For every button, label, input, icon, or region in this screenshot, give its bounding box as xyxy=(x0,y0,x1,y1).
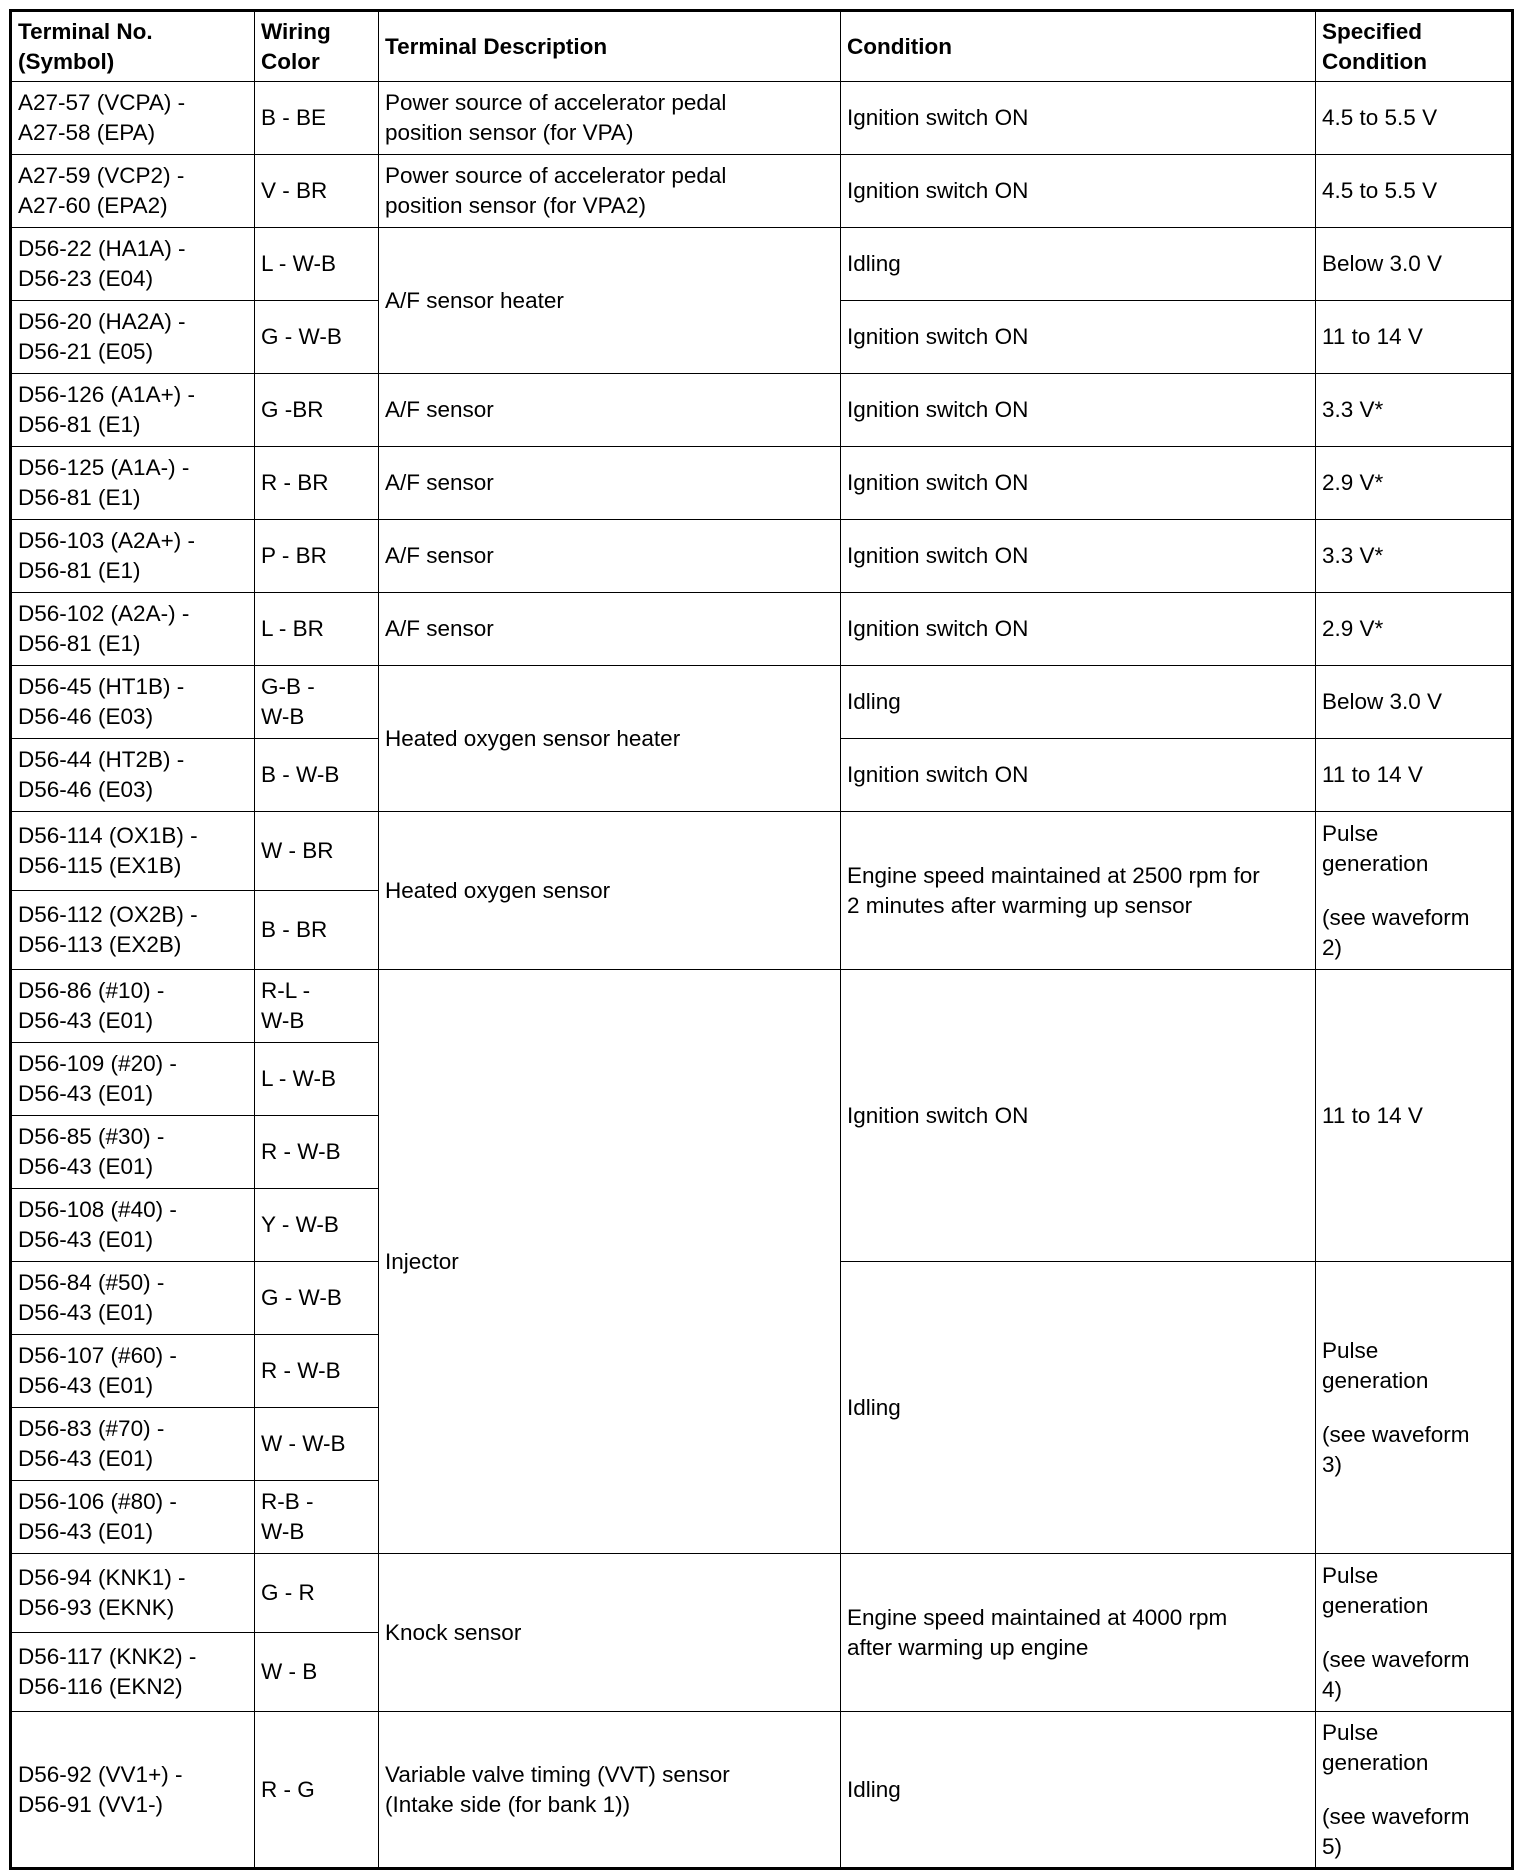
cell-specified: 4.5 to 5.5 V xyxy=(1316,155,1513,228)
cell-condition: Ignition switch ON xyxy=(841,739,1316,812)
cell-condition: Idling xyxy=(841,228,1316,301)
cell-terminal: A27-57 (VCPA) - A27-58 (EPA) xyxy=(11,82,255,155)
pulse-generation-text: Pulse generation xyxy=(1322,1562,1429,1618)
cell-condition: Ignition switch ON xyxy=(841,155,1316,228)
cell-wiring: R-B - W-B xyxy=(255,1481,379,1554)
cell-terminal: D56-106 (#80) - D56-43 (E01) xyxy=(11,1481,255,1554)
cell-wiring: L - BR xyxy=(255,593,379,666)
cell-terminal: D56-86 (#10) - D56-43 (E01) xyxy=(11,970,255,1043)
cell-terminal: D56-92 (VV1+) - D56-91 (VV1-) xyxy=(11,1712,255,1869)
cell-wiring: G - W-B xyxy=(255,1262,379,1335)
cell-wiring: R - G xyxy=(255,1712,379,1869)
cell-specified: 3.3 V* xyxy=(1316,520,1513,593)
cell-wiring: B - BR xyxy=(255,891,379,970)
cell-terminal: A27-59 (VCP2) - A27-60 (EPA2) xyxy=(11,155,255,228)
cell-specified xyxy=(1316,1262,1513,1554)
table-row xyxy=(11,82,1513,155)
cell-description: Heated oxygen sensor xyxy=(379,812,841,970)
cell-wiring: R-L - W-B xyxy=(255,970,379,1043)
cell-wiring: G -BR xyxy=(255,374,379,447)
cell-terminal: D56-102 (A2A-) - D56-81 (E1) xyxy=(11,593,255,666)
cell-description: A/F sensor xyxy=(379,593,841,666)
cell-condition: Ignition switch ON xyxy=(841,374,1316,447)
waveform-reference: (see waveform 2) xyxy=(1322,904,1470,960)
waveform-reference: (see waveform 4) xyxy=(1322,1646,1470,1702)
header-specified-condition: Specified Condition xyxy=(1316,11,1513,82)
spacer xyxy=(1322,1621,1505,1645)
cell-specified xyxy=(1316,1712,1513,1869)
cell-specified: 11 to 14 V xyxy=(1316,970,1513,1262)
cell-wiring: B - W-B xyxy=(255,739,379,812)
cell-condition: Ignition switch ON xyxy=(841,82,1316,155)
cell-terminal: D56-44 (HT2B) - D56-46 (E03) xyxy=(11,739,255,812)
cell-terminal: D56-109 (#20) - D56-43 (E01) xyxy=(11,1043,255,1116)
cell-terminal: D56-94 (KNK1) - D56-93 (EKNK) xyxy=(11,1554,255,1633)
cell-specified xyxy=(1316,812,1513,970)
header-terminal: Terminal No. (Symbol) xyxy=(11,11,255,82)
spacer xyxy=(1322,879,1505,903)
table-row xyxy=(11,228,1513,301)
cell-terminal: D56-20 (HA2A) - D56-21 (E05) xyxy=(11,301,255,374)
cell-terminal: D56-112 (OX2B) - D56-113 (EX2B) xyxy=(11,891,255,970)
cell-wiring: R - BR xyxy=(255,447,379,520)
cell-description: Knock sensor xyxy=(379,1554,841,1712)
table-row xyxy=(11,1554,1513,1633)
cell-wiring: G - R xyxy=(255,1554,379,1633)
cell-wiring: W - B xyxy=(255,1633,379,1712)
cell-specified xyxy=(1316,1554,1513,1712)
cell-wiring: G-B - W-B xyxy=(255,666,379,739)
cell-description: Power source of accelerator pedal position sensor (for VPA2) xyxy=(379,155,841,228)
pulse-generation-text: Pulse generation xyxy=(1322,1719,1429,1775)
terminal-table-page xyxy=(9,9,1511,1859)
cell-description: Variable valve timing (VVT) sensor (Intake side (for bank 1)) xyxy=(379,1712,841,1869)
cell-terminal: D56-125 (A1A-) - D56-81 (E1) xyxy=(11,447,255,520)
cell-condition: Idling xyxy=(841,1262,1316,1554)
cell-description: Power source of accelerator pedal position sensor (for VPA) xyxy=(379,82,841,155)
spacer xyxy=(1322,1396,1505,1420)
waveform-reference: (see waveform 5) xyxy=(1322,1803,1470,1859)
cell-specified: 2.9 V* xyxy=(1316,593,1513,666)
table-row xyxy=(11,155,1513,228)
table-row xyxy=(11,520,1513,593)
header-terminal-description: Terminal Description xyxy=(379,11,841,82)
cell-specified: 11 to 14 V xyxy=(1316,301,1513,374)
cell-terminal: D56-117 (KNK2) - D56-116 (EKN2) xyxy=(11,1633,255,1712)
cell-description: A/F sensor heater xyxy=(379,228,841,374)
cell-terminal: D56-85 (#30) - D56-43 (E01) xyxy=(11,1116,255,1189)
cell-description: A/F sensor xyxy=(379,447,841,520)
cell-condition: Ignition switch ON xyxy=(841,970,1316,1262)
cell-wiring: W - W-B xyxy=(255,1408,379,1481)
cell-wiring: W - BR xyxy=(255,812,379,891)
cell-wiring: G - W-B xyxy=(255,301,379,374)
cell-specified: Below 3.0 V xyxy=(1316,666,1513,739)
cell-description: Heated oxygen sensor heater xyxy=(379,666,841,812)
cell-specified: 2.9 V* xyxy=(1316,447,1513,520)
cell-specified: 11 to 14 V xyxy=(1316,739,1513,812)
cell-wiring: L - W-B xyxy=(255,228,379,301)
table-row xyxy=(11,666,1513,739)
cell-condition: Engine speed maintained at 2500 rpm for 2 minutes after warming up sensor xyxy=(841,812,1316,970)
header-wiring-color: Wiring Color xyxy=(255,11,379,82)
cell-description: A/F sensor xyxy=(379,374,841,447)
spacer xyxy=(1322,1778,1505,1802)
cell-wiring: V - BR xyxy=(255,155,379,228)
cell-specified: 3.3 V* xyxy=(1316,374,1513,447)
pulse-generation-text: Pulse generation xyxy=(1322,1337,1429,1393)
cell-description: Injector xyxy=(379,970,841,1554)
cell-wiring: Y - W-B xyxy=(255,1189,379,1262)
table-row xyxy=(11,447,1513,520)
cell-condition: Idling xyxy=(841,666,1316,739)
cell-specified: 4.5 to 5.5 V xyxy=(1316,82,1513,155)
cell-terminal: D56-84 (#50) - D56-43 (E01) xyxy=(11,1262,255,1335)
cell-wiring: P - BR xyxy=(255,520,379,593)
cell-wiring: L - W-B xyxy=(255,1043,379,1116)
cell-terminal: D56-107 (#60) - D56-43 (E01) xyxy=(11,1335,255,1408)
table-row xyxy=(11,812,1513,891)
cell-terminal: D56-103 (A2A+) - D56-81 (E1) xyxy=(11,520,255,593)
table-row xyxy=(11,970,1513,1043)
cell-condition: Ignition switch ON xyxy=(841,520,1316,593)
cell-condition: Idling xyxy=(841,1712,1316,1869)
pulse-generation-text: Pulse generation xyxy=(1322,820,1429,876)
waveform-reference: (see waveform 3) xyxy=(1322,1421,1470,1477)
cell-terminal: D56-45 (HT1B) - D56-46 (E03) xyxy=(11,666,255,739)
header-condition: Condition xyxy=(841,11,1316,82)
cell-terminal: D56-83 (#70) - D56-43 (E01) xyxy=(11,1408,255,1481)
table-row xyxy=(11,593,1513,666)
cell-description: A/F sensor xyxy=(379,520,841,593)
cell-terminal: D56-22 (HA1A) - D56-23 (E04) xyxy=(11,228,255,301)
terminal-table xyxy=(9,9,1514,1870)
cell-condition: Ignition switch ON xyxy=(841,301,1316,374)
cell-wiring: R - W-B xyxy=(255,1335,379,1408)
cell-condition: Engine speed maintained at 4000 rpm after warming up engine xyxy=(841,1554,1316,1712)
cell-terminal: D56-108 (#40) - D56-43 (E01) xyxy=(11,1189,255,1262)
cell-wiring: B - BE xyxy=(255,82,379,155)
cell-condition: Ignition switch ON xyxy=(841,447,1316,520)
cell-terminal: D56-114 (OX1B) - D56-115 (EX1B) xyxy=(11,812,255,891)
table-row xyxy=(11,1712,1513,1869)
cell-wiring: R - W-B xyxy=(255,1116,379,1189)
cell-specified: Below 3.0 V xyxy=(1316,228,1513,301)
table-header-row xyxy=(11,11,1513,82)
table-row xyxy=(11,374,1513,447)
cell-condition: Ignition switch ON xyxy=(841,593,1316,666)
cell-terminal: D56-126 (A1A+) - D56-81 (E1) xyxy=(11,374,255,447)
